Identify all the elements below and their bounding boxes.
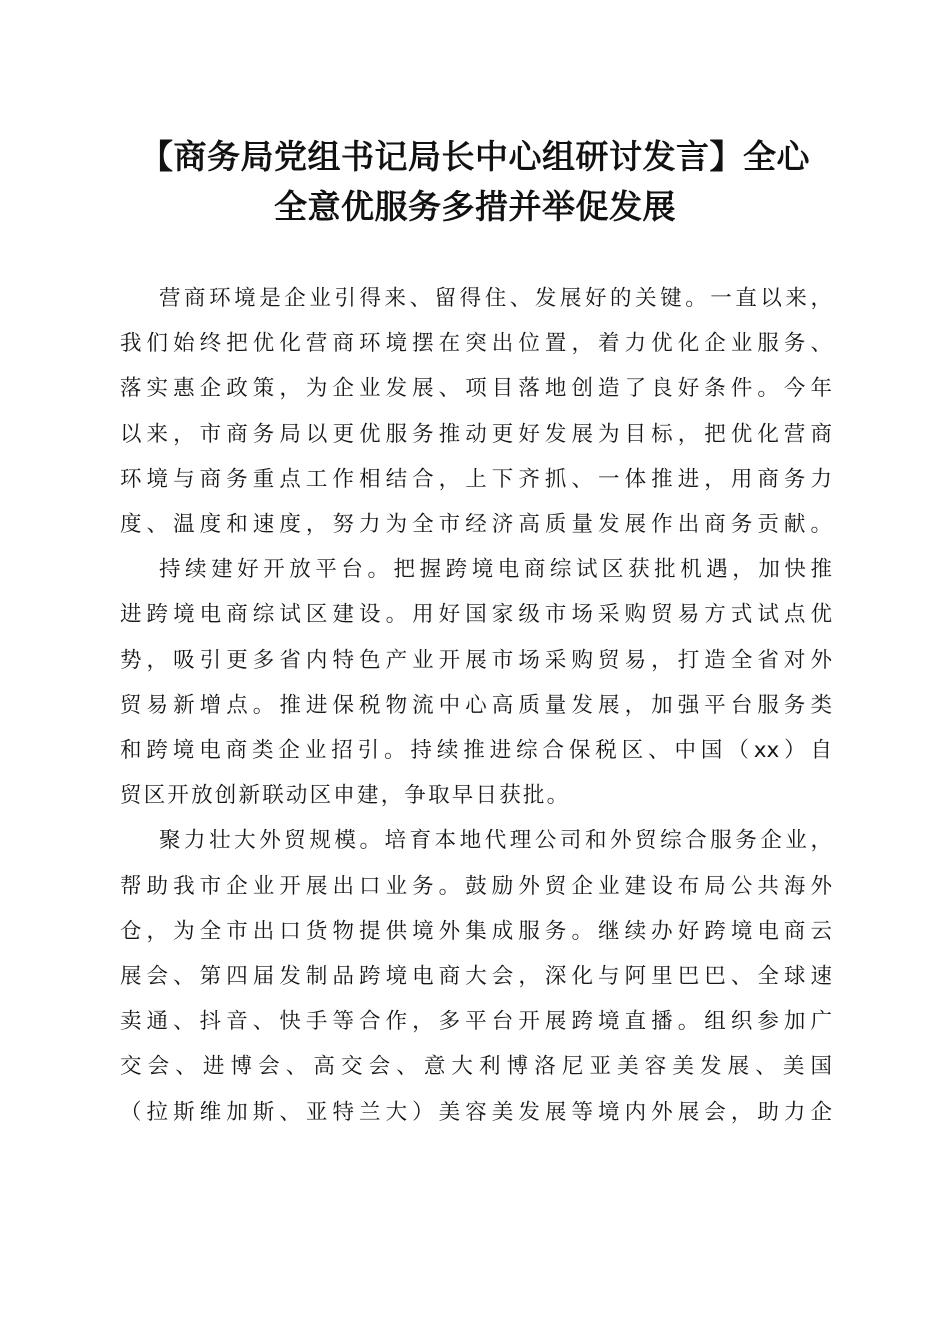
paragraph-line: 进跨境电商综试区建设。用好国家级市场采购贸易方式试点优 xyxy=(120,602,832,628)
paragraph-line: 我们始终把优化营商环境摆在突出位置，着力优化企业服务、 xyxy=(120,331,832,357)
paragraph-line: 以来，市商务局以更优服务推动更好发展为目标，把优化营商 xyxy=(120,421,832,447)
paragraph-line: 贸区开放创新联动区申建，争取早日获批。 xyxy=(120,783,571,809)
title-line-1: 【商务局党组书记局长中心组研讨发言】全心 xyxy=(140,137,810,176)
paragraph-line: 势，吸引更多省内特色产业开展市场采购贸易，打造全省对外 xyxy=(120,647,832,673)
document-body xyxy=(120,276,832,1135)
title-line-2: 全意优服务多措并举促发展 xyxy=(274,187,676,226)
paragraph-3 xyxy=(120,818,832,1134)
paragraph-line: 贸易新增点。推进保税物流中心高质量发展，加强平台服务类 xyxy=(120,692,832,718)
paragraph-line: 帮助我市企业开展出口业务。鼓励外贸企业建设布局公共海外 xyxy=(120,873,832,899)
paragraph-line: 落实惠企政策，为企业发展、项目落地创造了良好条件。今年 xyxy=(120,376,832,402)
paragraph-line: 卖通、抖音、快手等合作，多平台开展跨境直播。组织参加广 xyxy=(120,1009,832,1035)
paragraph-2 xyxy=(120,547,832,818)
paragraph-line: 和跨境电商类企业招引。持续推进综合保税区、中国（xx）自 xyxy=(120,738,832,764)
paragraph-line: 聚力壮大外贸规模。培育本地代理公司和外贸综合服务企业， xyxy=(159,828,832,854)
paragraph-line: 环境与商务重点工作相结合，上下齐抓、一体推进，用商务力 xyxy=(120,466,832,492)
paragraph-line: 仓，为全市出口货物提供境外集成服务。继续办好跨境电商云 xyxy=(120,918,832,944)
paragraph-line: 交会、进博会、高交会、意大利博洛尼亚美容美发展、美国 xyxy=(120,1054,832,1080)
document-title xyxy=(110,132,840,232)
paragraph-line: 度、温度和速度，努力为全市经济高质量发展作出商务贡献。 xyxy=(120,512,832,538)
paragraph-line: 展会、第四届发制品跨境电商大会，深化与阿里巴巴、全球速 xyxy=(120,964,832,990)
paragraph-1 xyxy=(120,276,832,547)
paragraph-line: 营商环境是企业引得来、留得住、发展好的关键。一直以来， xyxy=(159,286,832,311)
paragraph-line: （拉斯维加斯、亚特兰大）美容美发展等境内外展会，助力企 xyxy=(120,1099,832,1125)
paragraph-line: 持续建好开放平台。把握跨境电商综试区获批机遇，加快推 xyxy=(159,557,832,583)
